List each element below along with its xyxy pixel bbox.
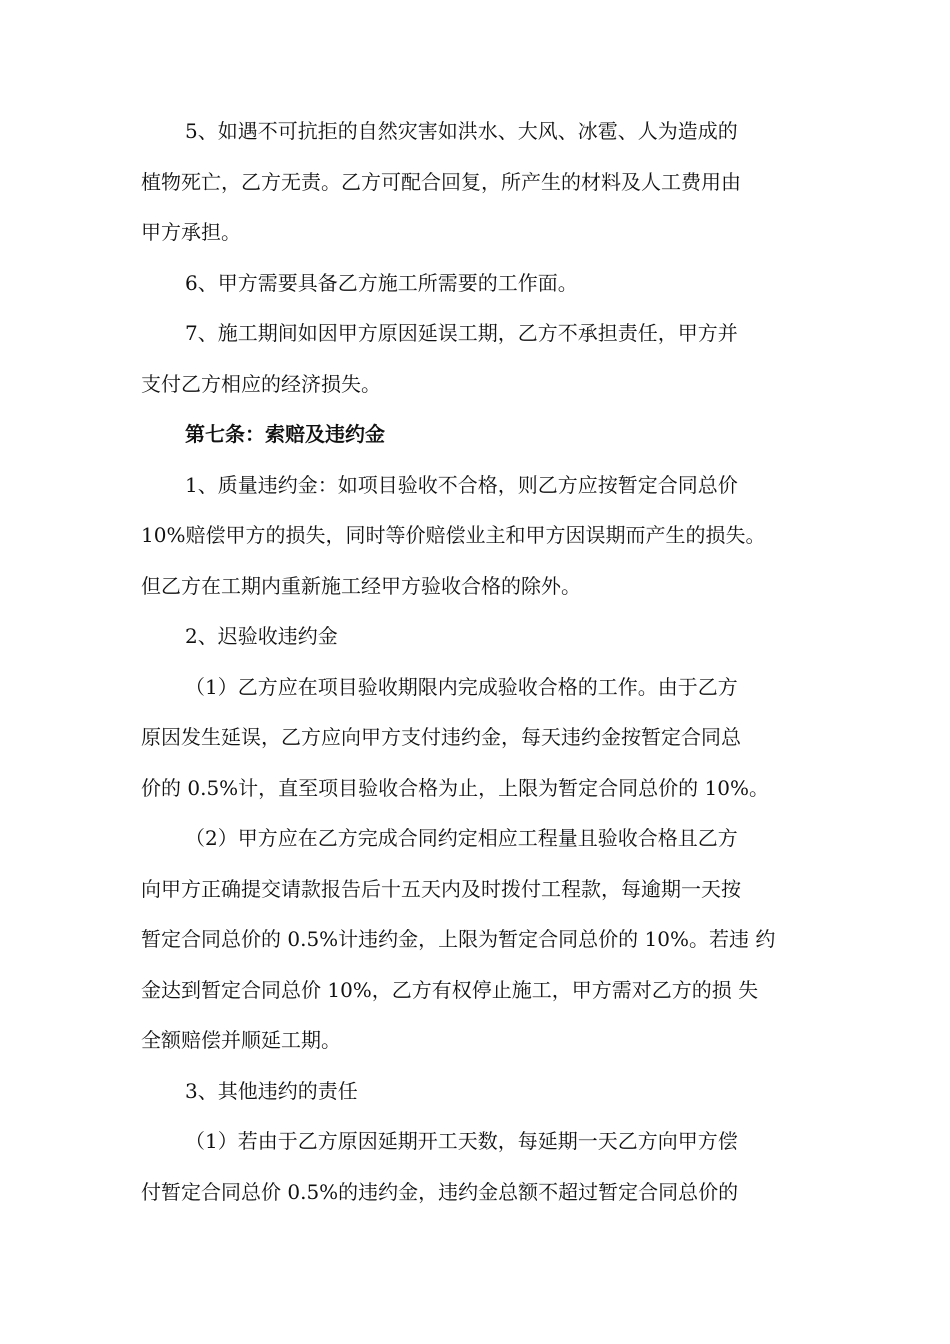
text-line: 7、施工期间如因甲方原因延误工期，乙方不承担责任，甲方并 <box>185 321 738 345</box>
document-page <box>141 106 831 1217</box>
text-line: 暂定合同总价的 0.5%计违约金，上限为暂定合同总价的 10%。若违 约 <box>141 927 776 951</box>
paragraph-clause-2-2 <box>141 813 831 1066</box>
text-line: 1、质量违约金：如项目验收不合格，则乙方应按暂定合同总价 <box>185 472 738 497</box>
text-line: 全额赔偿并顺延工期。 <box>141 1028 341 1052</box>
text-line: 植物死亡，乙方无责。乙方可配合回复，所产生的材料及人工费用由 <box>141 169 741 194</box>
text-line: 付暂定合同总价 0.5%的违约金，违约金总额不超过暂定合同总价的 <box>141 1179 739 1204</box>
paragraph-item-5 <box>141 106 831 258</box>
text-line: 原因发生延误，乙方应向甲方支付违约金，每天违约金按暂定合同总 <box>141 725 741 749</box>
text-line: 2、迟验收违约金 <box>185 624 338 648</box>
text-line: （2）甲方应在乙方完成合同约定相应工程量且验收合格且乙方 <box>185 826 738 850</box>
text-line: 10%赔偿甲方的损失，同时等价赔偿业主和甲方因误期而产生的损失。 <box>141 523 766 547</box>
paragraph-item-6 <box>141 258 831 309</box>
paragraph-clause-3-1 <box>141 1116 831 1217</box>
text-line: 金达到暂定合同总价 10%，乙方有权停止施工，甲方需对乙方的损 失 <box>141 977 759 1002</box>
text-line: 甲方承担。 <box>141 220 241 244</box>
text-line: （1）若由于乙方原因延期开工天数，每延期一天乙方向甲方偿 <box>185 1129 738 1153</box>
text-line: 5、如遇不可抗拒的自然灾害如洪水、大风、冰雹、人为造成的 <box>185 119 738 143</box>
paragraph-clause-1 <box>141 460 831 612</box>
paragraph-item-7 <box>141 308 831 409</box>
text-line: 但乙方在工期内重新施工经甲方验收合格的除外。 <box>141 573 581 598</box>
text-line: 支付乙方相应的经济损失。 <box>141 371 381 396</box>
paragraph-clause-2-1 <box>141 662 831 814</box>
text-line: （1）乙方应在项目验收期限内完成验收合格的工作。由于乙方 <box>185 674 738 699</box>
paragraph-clause-3 <box>141 1066 831 1117</box>
heading-text: 第七条：索赔及违约金 <box>185 422 385 446</box>
article-heading <box>141 409 831 460</box>
text-line: 向甲方正确提交请款报告后十五天内及时拨付工程款，每逾期一天按 <box>141 876 741 901</box>
paragraph-clause-2 <box>141 611 831 662</box>
text-line: 3、其他违约的责任 <box>185 1078 358 1103</box>
text-line: 6、甲方需要具备乙方施工所需要的工作面。 <box>185 270 578 295</box>
text-line: 价的 0.5%计，直至项目验收合格为止，上限为暂定合同总价的 10%。 <box>141 775 769 800</box>
